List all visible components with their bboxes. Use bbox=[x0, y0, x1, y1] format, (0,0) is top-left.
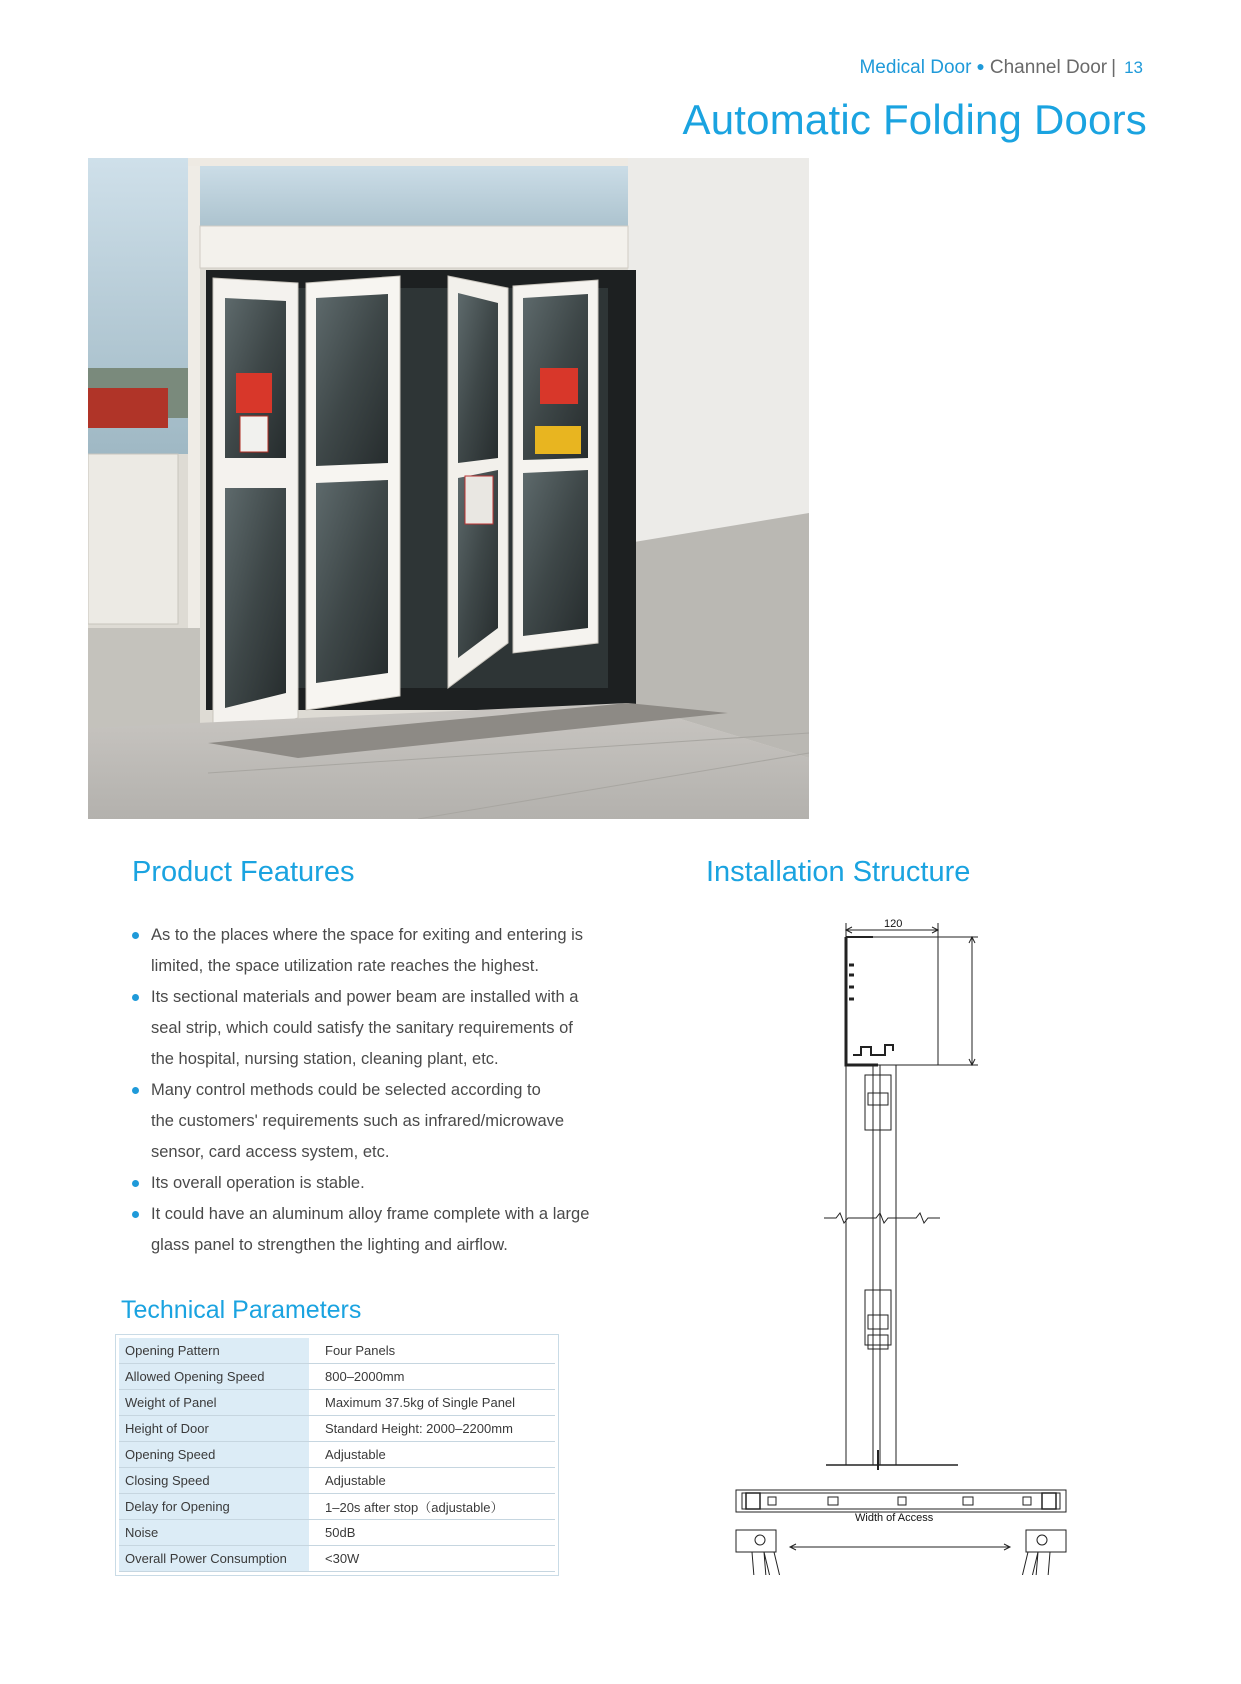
param-value: 50dB bbox=[309, 1520, 555, 1546]
param-name: Delay for Opening bbox=[119, 1494, 309, 1520]
param-value: Maximum 37.5kg of Single Panel bbox=[309, 1390, 555, 1416]
feature-item bbox=[130, 920, 620, 982]
header-subcategory: Channel Door bbox=[989, 57, 1108, 78]
param-value: Standard Height: 2000–2200mm bbox=[309, 1416, 555, 1442]
features-heading: Product Features bbox=[132, 856, 355, 888]
page-number: 13 bbox=[1124, 58, 1143, 77]
bullet-icon bbox=[132, 1211, 139, 1218]
param-name: Opening Pattern bbox=[119, 1338, 309, 1364]
param-value: Adjustable bbox=[309, 1468, 555, 1494]
table-row bbox=[119, 1546, 555, 1572]
param-name: Opening Speed bbox=[119, 1442, 309, 1468]
param-name: Noise bbox=[119, 1520, 309, 1546]
param-value: <30W bbox=[309, 1546, 555, 1572]
feature-line: limited, the space utilization rate reaches the highest. bbox=[151, 957, 539, 975]
feature-line: Its sectional materials and power beam are installed with a bbox=[151, 988, 579, 1006]
param-name: Height of Door bbox=[119, 1416, 309, 1442]
technical-heading: Technical Parameters bbox=[121, 1296, 362, 1324]
param-name: Weight of Panel bbox=[119, 1390, 309, 1416]
feature-line: Its overall operation is stable. bbox=[151, 1174, 365, 1192]
feature-line: seal strip, which could satisfy the sanitary requirements of bbox=[151, 1019, 573, 1037]
features-list bbox=[130, 920, 620, 1261]
page-title: Automatic Folding Doors bbox=[682, 96, 1147, 143]
installation-drawing bbox=[728, 915, 1078, 1575]
installation-heading: Installation Structure bbox=[706, 856, 971, 888]
header-separator: | bbox=[1111, 57, 1117, 78]
running-header bbox=[859, 57, 1143, 79]
param-name: Closing Speed bbox=[119, 1468, 309, 1494]
feature-line: sensor, card access system, etc. bbox=[151, 1143, 390, 1161]
bullet-icon bbox=[132, 1180, 139, 1187]
param-value: 800–2000mm bbox=[309, 1364, 555, 1390]
table-row bbox=[119, 1520, 555, 1546]
technical-table bbox=[115, 1334, 559, 1576]
bullet-icon bbox=[132, 1087, 139, 1094]
feature-item bbox=[130, 1199, 620, 1261]
table-row bbox=[119, 1338, 555, 1364]
table-row bbox=[119, 1468, 555, 1494]
param-value: 1–20s after stop（adjustable） bbox=[309, 1494, 555, 1520]
table-row bbox=[119, 1442, 555, 1468]
header-dot-icon: ● bbox=[976, 58, 985, 74]
dimension-label: 120 bbox=[884, 918, 903, 930]
feature-line: glass panel to strengthen the lighting and airflow. bbox=[151, 1236, 508, 1254]
feature-line: the customers' requirements such as infrared/microwave bbox=[151, 1112, 565, 1130]
width-of-access-label: Width of Access bbox=[855, 1512, 934, 1524]
header-category: Medical Door bbox=[859, 57, 972, 78]
table-row bbox=[119, 1390, 555, 1416]
feature-line: Many control methods could be selected according to bbox=[151, 1081, 541, 1099]
feature-line: As to the places where the space for exiting and entering is bbox=[151, 926, 584, 944]
feature-line: the hospital, nursing station, cleaning plant, etc. bbox=[151, 1050, 499, 1068]
feature-item bbox=[130, 1075, 620, 1168]
param-name: Allowed Opening Speed bbox=[119, 1364, 309, 1390]
feature-item bbox=[130, 982, 620, 1075]
param-value: Adjustable bbox=[309, 1442, 555, 1468]
bullet-icon bbox=[132, 994, 139, 1001]
feature-item bbox=[130, 1168, 620, 1199]
param-name: Overall Power Consumption bbox=[119, 1546, 309, 1572]
bullet-icon bbox=[132, 932, 139, 939]
table-row bbox=[119, 1364, 555, 1390]
table-row bbox=[119, 1494, 555, 1520]
door-photo bbox=[88, 158, 809, 819]
table-row bbox=[119, 1416, 555, 1442]
feature-line: It could have an aluminum alloy frame complete with a large bbox=[151, 1205, 590, 1223]
param-value: Four Panels bbox=[309, 1338, 555, 1364]
